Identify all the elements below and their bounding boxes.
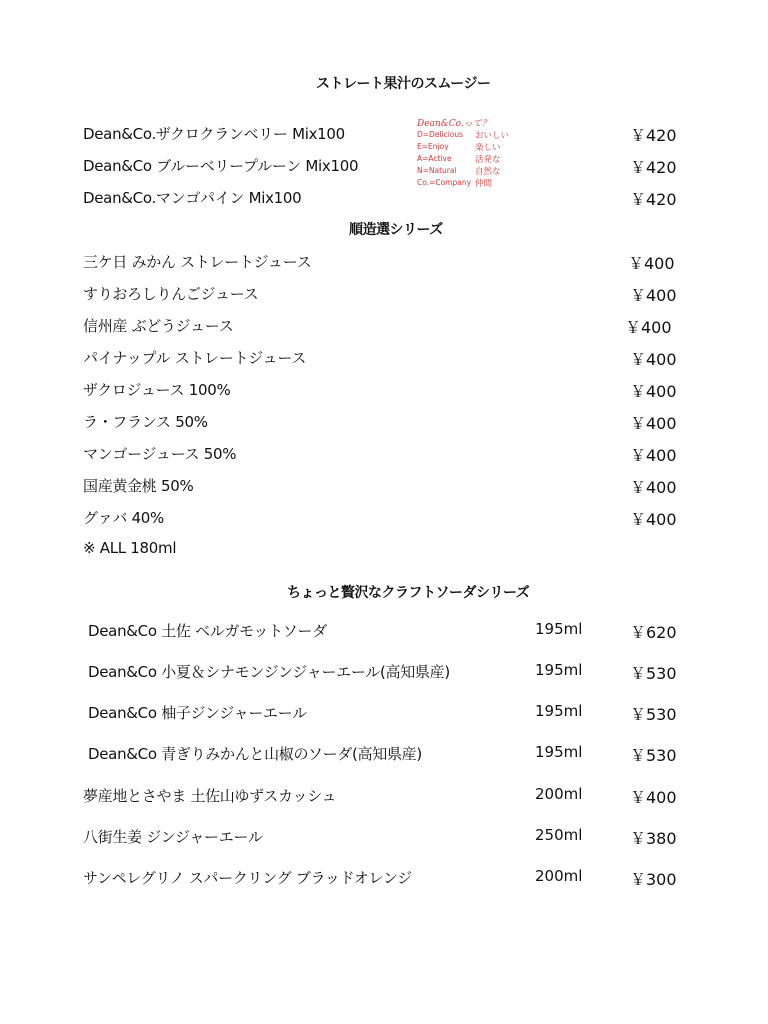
menu-item-price: ￥530 bbox=[630, 746, 677, 765]
note-row-en: Co.=Company bbox=[417, 178, 472, 187]
menu-item-volume: 195ml bbox=[535, 743, 583, 761]
menu-item-price: ￥530 bbox=[630, 664, 677, 683]
note-row-en: N=Natural bbox=[417, 166, 457, 175]
menu-item-name: サンペレグリノ スパークリング ブラッドオレンジ bbox=[83, 869, 412, 887]
menu-item-name: 夢産地とさやま 土佐山ゆずスカッシュ bbox=[83, 787, 337, 805]
menu-item-price: ￥400 bbox=[628, 254, 675, 273]
menu-item-name: ザクロジュース 100% bbox=[83, 381, 231, 399]
note-heading: Dean&Co.って？ bbox=[417, 119, 491, 129]
menu-item-price: ￥400 bbox=[630, 446, 677, 465]
menu-item-name: ラ・フランス 50% bbox=[83, 413, 208, 431]
smoothie-section-title: ストレート果汁のスムージー bbox=[316, 76, 491, 92]
menu-item-name: Dean&Co 柚子ジンジャーエール bbox=[88, 704, 307, 722]
menu-item-price: ￥420 bbox=[630, 158, 677, 177]
menu-item-name: 信州産 ぶどうジュース bbox=[83, 317, 234, 335]
note-row-en: A=Active bbox=[417, 154, 452, 163]
brand-meaning-note bbox=[417, 116, 537, 192]
menu-item-name: 八街生姜 ジンジャーエール bbox=[83, 828, 263, 846]
menu-item-name: 三ケ日 みかん ストレートジュース bbox=[83, 253, 312, 271]
menu-item-price: ￥300 bbox=[630, 870, 677, 889]
menu-item-price: ￥530 bbox=[630, 705, 677, 724]
menu-item-name: Dean&Co 土佐 ベルガモットソーダ bbox=[88, 622, 327, 640]
menu-item-volume: 195ml bbox=[535, 702, 583, 720]
menu-item-price: ￥400 bbox=[630, 478, 677, 497]
menu-item-name: すりおろしりんごジュース bbox=[83, 285, 259, 303]
menu-item-price: ￥420 bbox=[630, 126, 677, 145]
menu-item-volume: 200ml bbox=[535, 785, 583, 803]
soda-section-title: ちょっと贅沢なクラフトソーダシリーズ bbox=[287, 585, 530, 601]
menu-item-price: ￥620 bbox=[630, 623, 677, 642]
menu-item-price: ￥400 bbox=[630, 788, 677, 807]
menu-item-volume: 200ml bbox=[535, 867, 583, 885]
menu-item-price: ￥400 bbox=[630, 350, 677, 369]
menu-item-name: マンゴージュース 50% bbox=[83, 445, 237, 463]
menu-item-price: ￥400 bbox=[630, 414, 677, 433]
menu-item-price: ￥400 bbox=[630, 286, 677, 305]
juice-section-title: 順造選シリーズ bbox=[349, 222, 443, 238]
note-row-en: E=Enjoy bbox=[417, 142, 449, 151]
note-row-jp: 仲間 bbox=[475, 179, 493, 189]
menu-item-price: ￥400 bbox=[630, 510, 677, 529]
note-row-jp: 自然な bbox=[475, 167, 501, 177]
menu-item-volume: 250ml bbox=[535, 826, 583, 844]
menu-item-name: 国産黄金桃 50% bbox=[83, 477, 194, 495]
menu-item-name: パイナップル ストレートジュース bbox=[83, 349, 307, 367]
menu-item-volume: 195ml bbox=[535, 661, 583, 679]
menu-item-name: Dean&Co 小夏＆シナモンジンジャーエール(高知県産) bbox=[88, 663, 450, 681]
menu-item-name: Dean&Co 青ぎりみかんと山椒のソーダ(高知県産) bbox=[88, 745, 422, 763]
menu-item-name: グァバ 40% bbox=[83, 509, 165, 527]
note-row-jp: 楽しい bbox=[475, 143, 501, 153]
menu-item-price: ￥380 bbox=[630, 829, 677, 848]
menu-item-volume: 195ml bbox=[535, 620, 583, 638]
note-row-jp: 活発な bbox=[475, 155, 501, 165]
serving-size-footnote: ※ ALL 180ml bbox=[83, 539, 177, 557]
note-row-jp: おいしい bbox=[475, 131, 510, 141]
menu-item-price: ￥400 bbox=[625, 318, 672, 337]
menu-item-name: Dean&Co.ザクロクランベリー Mix100 bbox=[83, 125, 345, 143]
menu-item-name: Dean&Co ブルーベリープルーン Mix100 bbox=[83, 157, 359, 175]
note-row-en: D=Delicious bbox=[417, 130, 464, 139]
menu-item-name: Dean&Co.マンゴパイン Mix100 bbox=[83, 189, 302, 207]
menu-item-price: ￥420 bbox=[630, 190, 677, 209]
menu-item-price: ￥400 bbox=[630, 382, 677, 401]
